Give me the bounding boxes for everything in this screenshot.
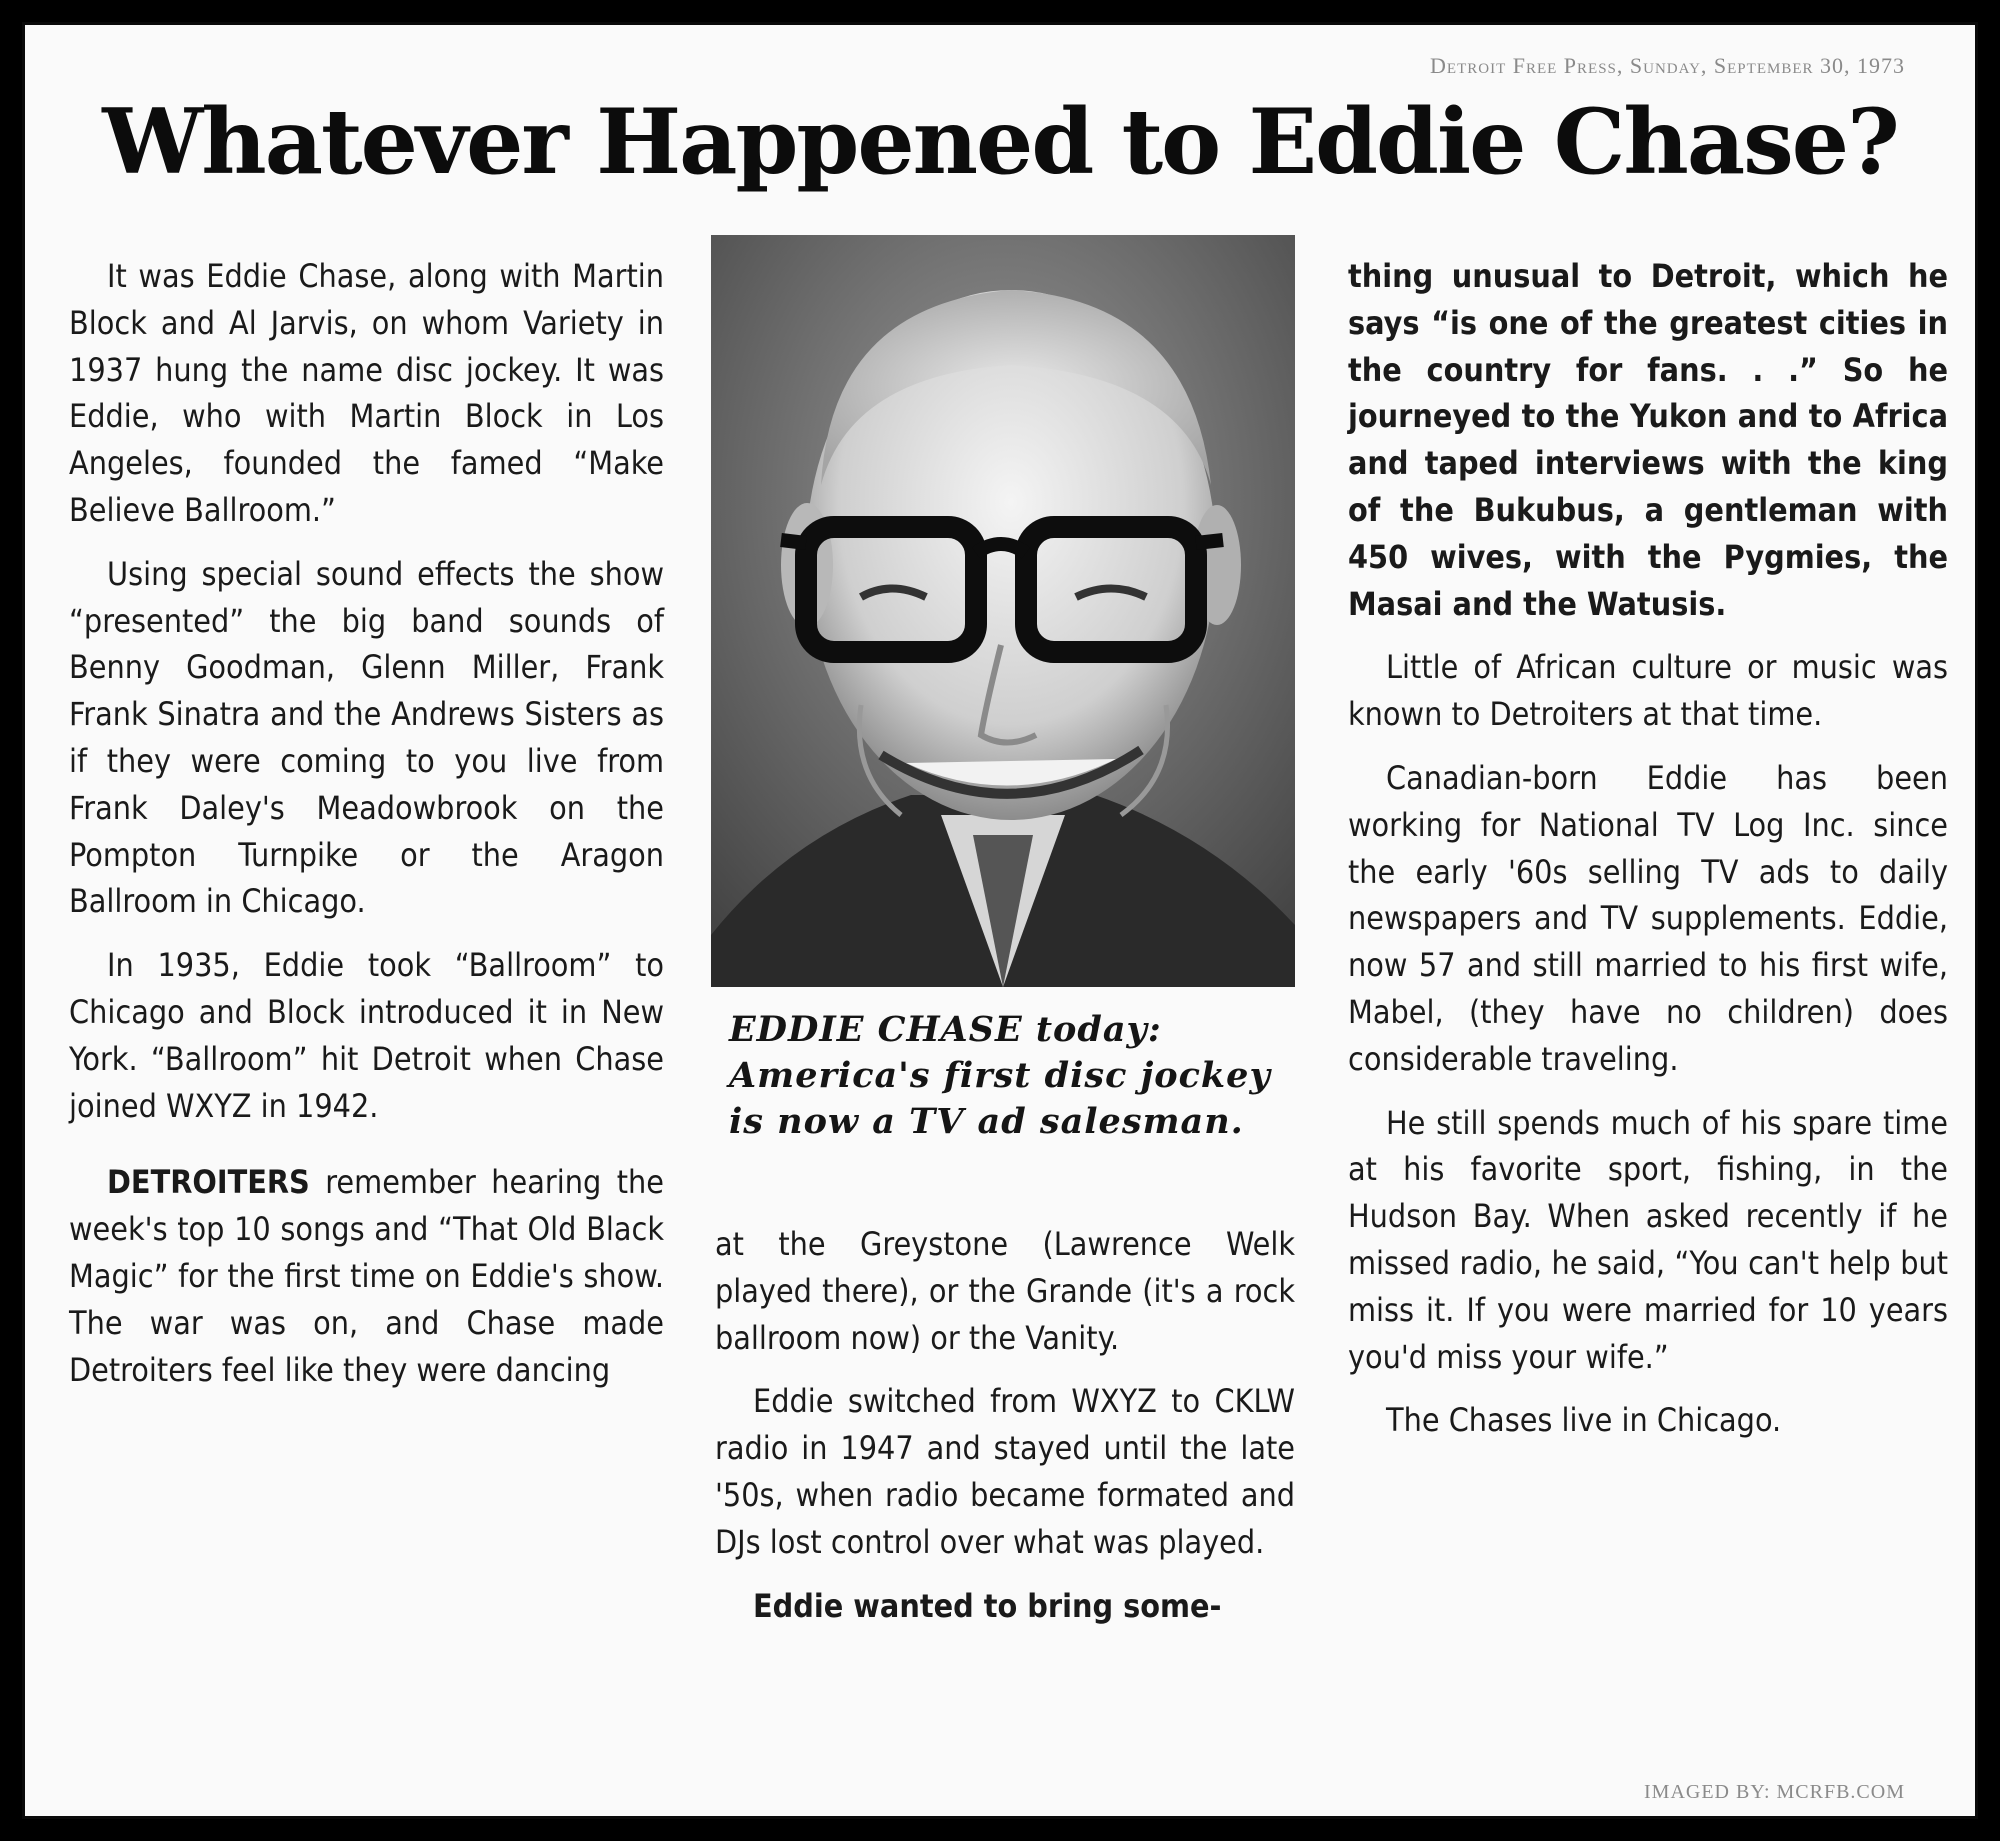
article-paragraph: He still spends much of his spare time at his favorite sport, fishing, in the Hudson Bay. When asked recently if he missed radio, he said, “You can't help but miss it. If you were married for 10 years you'd miss your wife.” <box>1348 1103 1948 1376</box>
article-column-2 <box>715 1221 1295 1646</box>
headline: Whatever Happened to Eddie Chase? <box>102 89 1898 195</box>
article-column-1 <box>69 253 664 1410</box>
portrait-photo <box>711 235 1295 987</box>
article-paragraph: Eddie wanted to bring some- <box>753 1586 1222 1625</box>
article-paragraph: Little of African culture or music was known to Detroiters at that time. <box>1348 648 1948 734</box>
article-paragraph <box>69 1159 664 1393</box>
article-paragraph: thing unusual to Detroit, which he says “is one of the greatest cities in the country for fans. . .” So he journeyed to the Yukon and to Africa and taped interviews with the king of the Bukubus, a gentleman with 450 wives, with the Pygmies, the Masai and the Watusis. <box>1348 257 1948 623</box>
article-column-3 <box>1348 253 1948 1461</box>
article-paragraph: Using special sound effects the show “presented” the big band sounds of Benny Goodman, Glenn Miller, Frank Frank Sinatra and the Andrews Sisters as if they were coming to you live from Frank Daley's Meadowbrook on the Pompton Turnpike or the Aragon Ballroom in Chicago. <box>69 554 664 921</box>
subhead-paragraph-text: remember hearing the week's top 10 songs and “That Old Black Magic” for the first time on Eddie's show. The war was on, and Chase made Detroiters feel like they were dancing <box>69 1163 665 1389</box>
article-paragraph: The Chases live in Chicago. <box>1386 1401 1782 1440</box>
dateline: Detroit Free Press, Sunday, September 30, 1973 <box>1430 53 1905 78</box>
subhead: DETROITERS <box>107 1163 310 1202</box>
article-paragraph: Canadian-born Eddie has been working for National TV Log Inc. since the early '60s selling TV ads to daily newspapers and TV supplements. Eddie, now 57 and still married to his first wife, Mabel, (they have no children) does considerable traveling. <box>1348 758 1948 1078</box>
newspaper-clipping <box>22 22 1978 1819</box>
article-paragraph: In 1935, Eddie took “Ballroom” to Chicago and Block introduced it in New York. “Ballroom” hit Detroit when Chase joined WXYZ in 1942. <box>69 946 664 1125</box>
article-paragraph: at the Greystone (Lawrence Welk played there), or the Grande (it's a rock ballroom now) or the Vanity. <box>715 1225 1295 1357</box>
portrait-image <box>711 235 1295 987</box>
article-paragraph: It was Eddie Chase, along with Martin Block and Al Jarvis, on whom Variety in 1937 hung the name disc jockey. It was Eddie, who with Martin Block in Los Angeles, founded the famed “Make Believe Ballroom.” <box>69 257 664 529</box>
article-paragraph: Eddie switched from WXYZ to CKLW radio in 1947 and stayed until the late '50s, when radio became formated and DJs lost control over what was played. <box>715 1382 1295 1561</box>
photo-caption: EDDIE CHASE today: America's first disc jockey is now a TV ad salesman. <box>729 1009 1271 1142</box>
image-credit: IMAGED BY: MCRFB.COM <box>1644 1781 1905 1803</box>
